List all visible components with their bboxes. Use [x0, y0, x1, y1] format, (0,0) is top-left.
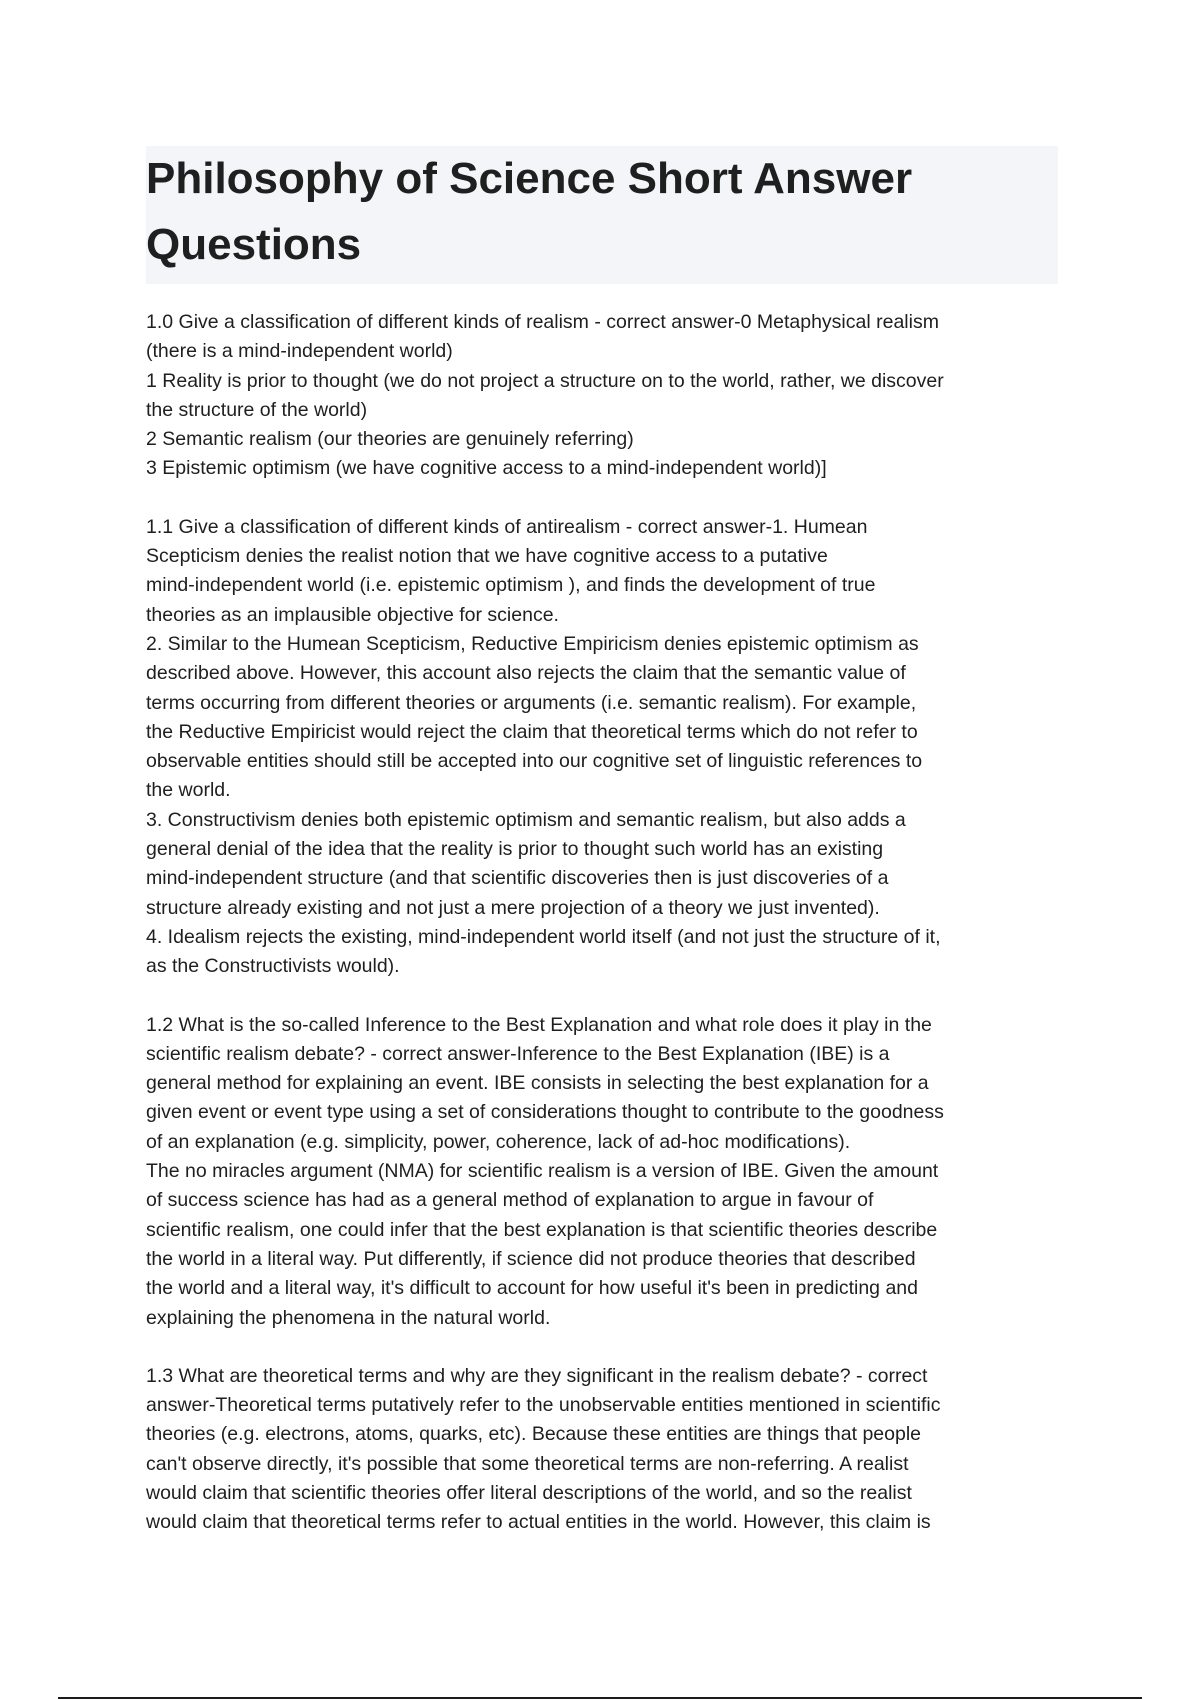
text-line: the world and a literal way, it's difficult to account for how useful it's been in predicting and — [146, 1277, 918, 1300]
document-page — [146, 146, 1058, 1567]
text-line: given event or event type using a set of considerations thought to contribute to the goodness — [146, 1101, 944, 1124]
footer-rule — [58, 1697, 1142, 1699]
text-line: can't observe directly, it's possible that some theoretical terms are non-referring. A realist — [146, 1452, 909, 1475]
text-line: theories (e.g. electrons, atoms, quarks, etc). Because these entities are things that people — [146, 1423, 922, 1446]
qa-block-1-1 — [146, 513, 1058, 982]
text-line: 4. Idealism rejects the existing, mind-independent world itself (and not just the structure of it, — [146, 925, 941, 948]
text-line: (there is a mind-independent world) — [146, 340, 453, 363]
qa-block-1-3 — [146, 1362, 1058, 1538]
text-line: answer-Theoretical terms putatively refer to the unobservable entities mentioned in scientific — [146, 1394, 941, 1417]
qa-block-1-0 — [146, 308, 1058, 484]
text-line: 2. Similar to the Humean Scepticism, Reductive Empiricism denies epistemic optimism as — [146, 632, 919, 655]
text-line: the Reductive Empiricist would reject the claim that theoretical terms which do not refer to — [146, 720, 918, 743]
text-line: scientific realism debate? - correct answer-Inference to the Best Explanation (IBE) is a — [146, 1042, 890, 1065]
text-line: of an explanation (e.g. simplicity, power, coherence, lack of ad-hoc modifications). — [146, 1130, 851, 1153]
text-line: would claim that theoretical terms refer to actual entities in the world. However, this claim is — [146, 1511, 931, 1534]
title-line: Questions — [146, 220, 362, 269]
text-line: theories as an implausible objective for science. — [146, 603, 559, 626]
text-line: 1.3 What are theoretical terms and why are they significant in the realism debate? - correct — [146, 1364, 928, 1387]
text-line: Scepticism denies the realist notion that we have cognitive access to a putative — [146, 545, 828, 568]
text-line: general denial of the idea that the reality is prior to thought such world has an existing — [146, 838, 884, 861]
text-line: explaining the phenomena in the natural world. — [146, 1306, 551, 1329]
text-line: 1 Reality is prior to thought (we do not project a structure on to the world, rather, we discover — [146, 369, 944, 392]
text-line: mind-independent world (i.e. epistemic optimism ), and finds the development of true — [146, 574, 876, 597]
text-line: 3. Constructivism denies both epistemic optimism and semantic realism, but also adds a — [146, 808, 906, 831]
text-line: 3 Epistemic optimism (we have cognitive access to a mind-independent world)] — [146, 457, 827, 480]
text-line: the structure of the world) — [146, 398, 368, 421]
page-title — [146, 146, 1054, 278]
text-line: 1.2 What is the so-called Inference to the Best Explanation and what role does it play in the — [146, 1013, 932, 1036]
text-line: 1.0 Give a classification of different kinds of realism - correct answer-0 Metaphysical realism — [146, 311, 939, 333]
qa-block-1-2 — [146, 1011, 1058, 1333]
text-line: of success science has had as a general method of explanation to argue in favour of — [146, 1189, 874, 1212]
text-line: mind-independent structure (and that scientific discoveries then is just discoveries of a — [146, 867, 889, 890]
text-line: as the Constructivists would). — [146, 955, 400, 978]
text-line: the world. — [146, 779, 231, 802]
text-line: 2 Semantic realism (our theories are genuinely referring) — [146, 428, 634, 451]
text-line: structure already existing and not just a mere projection of a theory we just invented). — [146, 896, 880, 919]
text-line: The no miracles argument (NMA) for scientific realism is a version of IBE. Given the amount — [146, 1160, 939, 1183]
text-line: 1.1 Give a classification of different kinds of antirealism - correct answer-1. Humean — [146, 515, 868, 538]
text-line: general method for explaining an event. IBE consists in selecting the best explanation for a — [146, 1072, 929, 1095]
text-line: described above. However, this account also rejects the claim that the semantic value of — [146, 662, 906, 685]
text-line: terms occurring from different theories or arguments (i.e. semantic realism). For example, — [146, 691, 917, 714]
text-line: the world in a literal way. Put differently, if science did not produce theories that described — [146, 1247, 916, 1270]
text-line: scientific realism, one could infer that the best explanation is that scientific theories describe — [146, 1218, 938, 1241]
text-line: observable entities should still be accepted into our cognitive set of linguistic references to — [146, 750, 923, 773]
text-line: would claim that scientific theories offer literal descriptions of the world, and so the realist — [146, 1481, 912, 1504]
title-block — [146, 146, 1058, 284]
title-line: Philosophy of Science Short Answer — [146, 154, 913, 203]
